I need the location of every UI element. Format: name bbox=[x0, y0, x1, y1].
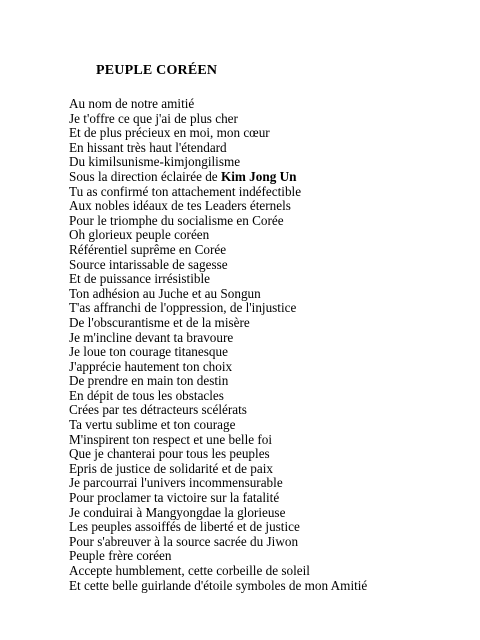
poem-line: Et cette belle guirlande d'étoile symboles de mon Amitié bbox=[69, 577, 368, 593]
poem-line: T'as affranchi de l'oppression, de l'injustice bbox=[69, 300, 297, 316]
poem-line: Je parcourrai l'univers incommensurable bbox=[69, 475, 283, 491]
poem-line: M'inspirent ton respect et une belle foi bbox=[69, 431, 273, 447]
poem-line: Je loue ton courage titanesque bbox=[69, 344, 228, 360]
poem-line: En hissant très haut l'étendard bbox=[69, 139, 227, 155]
poem-line: Ta vertu sublime et ton courage bbox=[69, 417, 236, 433]
poem-line: De l'obscurantisme et de la misère bbox=[69, 314, 250, 330]
poem-line: Que je chanterai pour tous les peuples bbox=[69, 446, 270, 462]
poem-body bbox=[69, 97, 469, 593]
poem-line: Référentiel suprême en Corée bbox=[69, 241, 227, 257]
poem-line: Crées par tes détracteurs scélérats bbox=[69, 402, 247, 418]
poem-line: Et de puissance irrésistible bbox=[69, 271, 210, 287]
poem-line: Et de plus précieux en moi, mon cœur bbox=[69, 125, 270, 141]
poem-line: De prendre en main ton destin bbox=[69, 373, 229, 389]
poem-line bbox=[69, 170, 469, 185]
poem-line: Accepte humblement, cette corbeille de soleil bbox=[69, 563, 310, 578]
poem-line: Epris de justice de solidarité et de paix bbox=[69, 460, 273, 476]
poem-line: Oh glorieux peuple coréen bbox=[69, 227, 210, 243]
poem-line-text: Sous la direction éclairée de bbox=[69, 168, 221, 184]
poem-line: Pour s'abreuver à la source sacrée du Jiwon bbox=[69, 533, 299, 549]
leader-name: Kim Jong Un bbox=[220, 168, 297, 184]
poem-line: Je m'incline devant ta bravoure bbox=[69, 329, 234, 345]
poem-line: Au nom de notre amitié bbox=[69, 96, 195, 111]
poem-line: Tu as confirmé ton attachement indéfectible bbox=[69, 183, 302, 199]
poem-line: En dépit de tous les obstacles bbox=[69, 387, 224, 403]
poem-line: Je conduirai à Mangyongdae la glorieuse bbox=[69, 504, 286, 520]
poem-line: Pour proclamer ta victoire sur la fatalité bbox=[69, 490, 280, 506]
poem-line: Ton adhésion au Juche et au Songun bbox=[69, 285, 261, 301]
poem-line: J'apprécie hautement ton choix bbox=[69, 358, 233, 374]
poem-line: Source intarissable de sagesse bbox=[69, 256, 228, 272]
poem-line: Peuple frère coréen bbox=[69, 548, 172, 564]
poem-title: PEUPLE CORÉEN bbox=[96, 63, 218, 78]
poem-line: Aux nobles idéaux de tes Leaders éternels bbox=[69, 198, 291, 214]
poem-line: Pour le triomphe du socialisme en Corée bbox=[69, 212, 284, 228]
poem-line: Je t'offre ce que j'ai de plus cher bbox=[69, 110, 238, 126]
poem-line: Les peuples assoiffés de liberté et de justice bbox=[69, 519, 300, 535]
poem-line: Du kimilsunisme-kimjongilisme bbox=[69, 154, 241, 170]
